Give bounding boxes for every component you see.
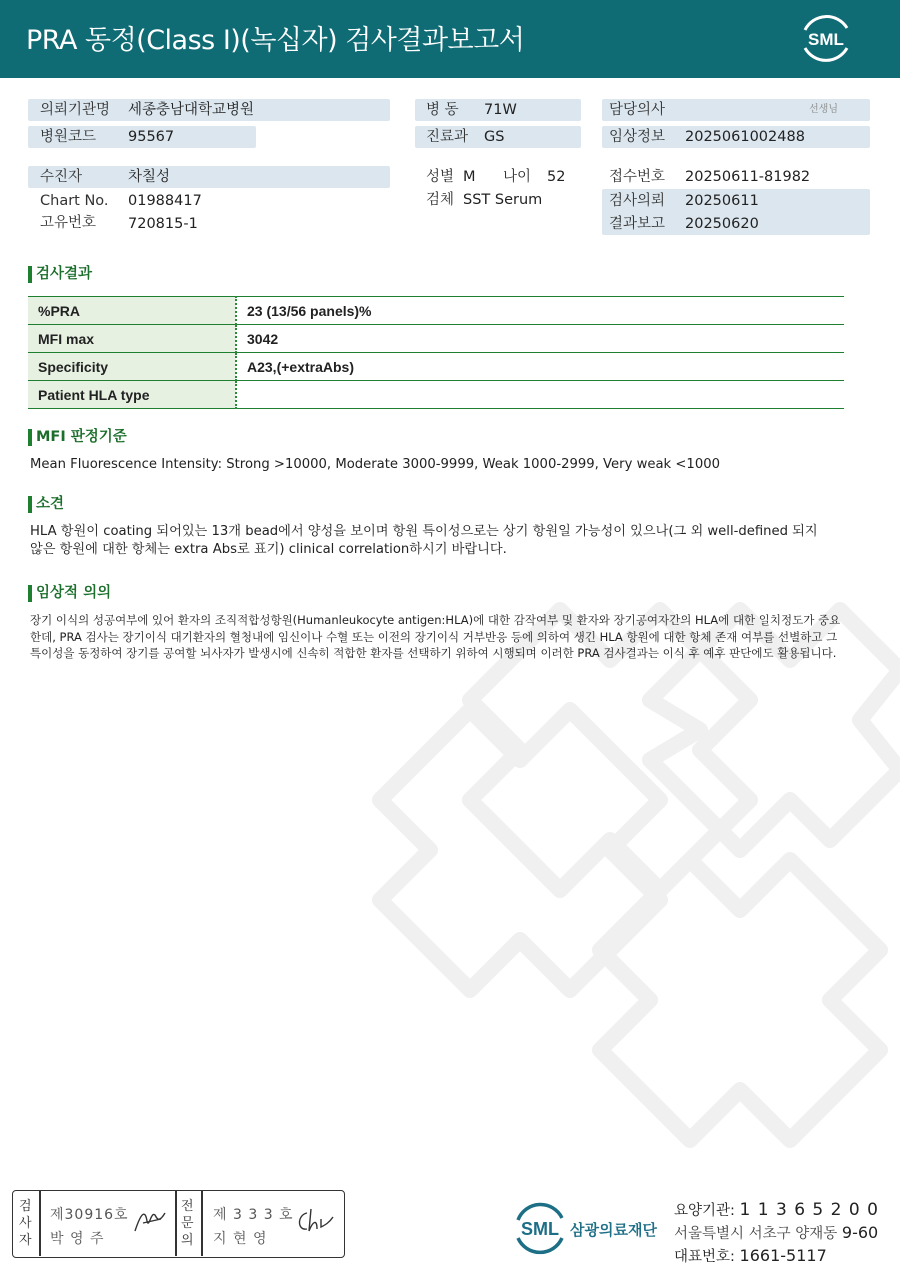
department-label: 진료과 [426, 129, 469, 145]
table-row [28, 325, 844, 353]
hospital-code-label: 병원코드 [40, 129, 97, 145]
examiner-label: 검 사 자 [19, 1199, 32, 1248]
report-header [0, 0, 900, 78]
findings-line-1: HLA 항원이 coating 되어있는 13개 bead에서 양성을 보이며 항원 특이성으로는 상기 항원일 가능성이 있으나(그 외 well-defined 되지 [30, 524, 818, 539]
chart-no-label: Chart No. [40, 193, 109, 209]
specialist-license: 제 3 3 3 호 [213, 1207, 294, 1223]
clinical-title: 임상적 의의 [36, 585, 112, 601]
table-row [28, 353, 844, 381]
mfi-title-bar [28, 429, 32, 446]
specimen-label: 검체 [426, 192, 455, 208]
examinee-value: 차칠성 [128, 169, 171, 185]
institution-label: 의뢰기관명 [40, 102, 111, 118]
results-table [28, 296, 844, 409]
result-key: Patient HLA type [28, 381, 236, 409]
sex-value: M [463, 169, 476, 185]
age-label: 나이 [503, 169, 532, 185]
result-key: %PRA [28, 297, 236, 325]
examiner-name: 박 영 주 [50, 1231, 105, 1247]
footer-sml-logo-icon [510, 1200, 570, 1255]
specimen-value: SST Serum [463, 192, 543, 208]
care-code-line [674, 1199, 879, 1220]
results-title: 검사결과 [36, 266, 93, 282]
clinical-text: 장기 이식의 성공여부에 있어 환자의 조직적합성항원(Humanleukocyte antigen:HLA)에 대한 감작여부 및 환자와 장기공여자간의 HLA에 대한 일치정도가 중요한데, PRA 검사는 장기이식 대기환자의 혈청내에 임신이나 수혈 또는 이전의 장기이식 거부반응 등에 의하여 생긴 HLA 항원에 대한 항체 존재 여부를 선별하고 그 특이성을 동정하여 장기를 공여할 뇌사자가 발생시에 신속히 적합한 환자를 선택하기 위하여 시행되며 이러한 PRA 검사결과는 이식 후 예후 판단에도 활용됩니다. [30, 613, 841, 660]
chart-no-value: 01988417 [128, 193, 202, 209]
result-key: MFI max [28, 325, 236, 353]
clinical-info-value: 2025061002488 [685, 129, 805, 145]
footer-org-name: 삼광의료재단 [570, 1221, 657, 1239]
result-value: 23 (13/56 panels)% [236, 297, 844, 325]
result-key: Specificity [28, 353, 236, 381]
address-line [674, 1222, 878, 1243]
result-value: A23,(+extraAbs) [236, 353, 844, 381]
report-title: PRA 동정(Class I)(녹십자) 검사결과보고서 [26, 25, 525, 56]
age-value: 52 [547, 169, 566, 185]
result-value: 3042 [236, 325, 844, 353]
specialist-label: 전 문 의 [181, 1199, 194, 1248]
sex-label: 성별 [426, 169, 455, 185]
divider [201, 1191, 203, 1256]
specialist-name: 지 현 영 [213, 1231, 268, 1247]
phone-value: 1661-5117 [739, 1246, 827, 1265]
request-date-value: 20250611 [685, 193, 759, 209]
specialist-signature-icon [293, 1205, 337, 1237]
findings-title: 소견 [36, 496, 65, 512]
doctor-suffix: 선생님 [809, 104, 838, 115]
findings-title-bar [28, 496, 32, 513]
mfi-text: Mean Fluorescence Intensity: Strong >10000, Moderate 3000-9999, Weak 1000-2999, Very weak <1000 [30, 457, 720, 472]
table-row [28, 381, 844, 409]
divider [175, 1191, 177, 1256]
divider [39, 1191, 41, 1256]
signature-box [12, 1190, 345, 1258]
examiner-signature-icon [131, 1205, 171, 1237]
footer-logo-text: SML [521, 1219, 559, 1239]
phone-line [674, 1245, 827, 1266]
result-value [236, 381, 844, 409]
examinee-label: 수진자 [40, 169, 83, 185]
care-code-value: 1 1 3 6 5 2 0 0 [739, 1200, 879, 1220]
institution-value: 세종충남대학교병원 [128, 102, 255, 118]
phone-label: 대표번호: [674, 1249, 735, 1265]
ward-value: 71W [484, 102, 517, 118]
report-date-value: 20250620 [685, 216, 759, 232]
mfi-title: MFI 판정기준 [36, 429, 127, 445]
care-code-label: 요양기관: [674, 1203, 735, 1219]
hospital-code-value: 95567 [128, 129, 175, 145]
report-date-label: 결과보고 [609, 216, 666, 232]
table-row [28, 297, 844, 325]
clinical-info-label: 임상정보 [609, 129, 666, 145]
request-date-label: 검사의뢰 [609, 193, 666, 209]
unique-no-label: 고유번호 [40, 215, 97, 231]
department-value: GS [484, 129, 505, 145]
address-number: 9-60 [841, 1223, 879, 1242]
findings-line-2: 않은 항원에 대한 항체는 extra Abs로 표기) clinical correlation하시기 바랍니다. [30, 542, 507, 557]
receipt-value: 20250611-81982 [685, 169, 811, 185]
clinical-title-bar [28, 585, 32, 602]
receipt-label: 접수번호 [609, 169, 666, 185]
address: 서울특별시 서초구 양재동 [674, 1226, 838, 1242]
examiner-license: 제30916호 [50, 1207, 129, 1223]
doctor-label: 담당의사 [609, 102, 666, 118]
results-title-bar [28, 266, 32, 283]
unique-no-value: 720815-1 [128, 216, 198, 232]
examinee-row [28, 166, 390, 188]
ward-label: 병 동 [426, 102, 459, 118]
logo-text: SML [808, 30, 844, 49]
sml-logo-icon [797, 12, 855, 64]
